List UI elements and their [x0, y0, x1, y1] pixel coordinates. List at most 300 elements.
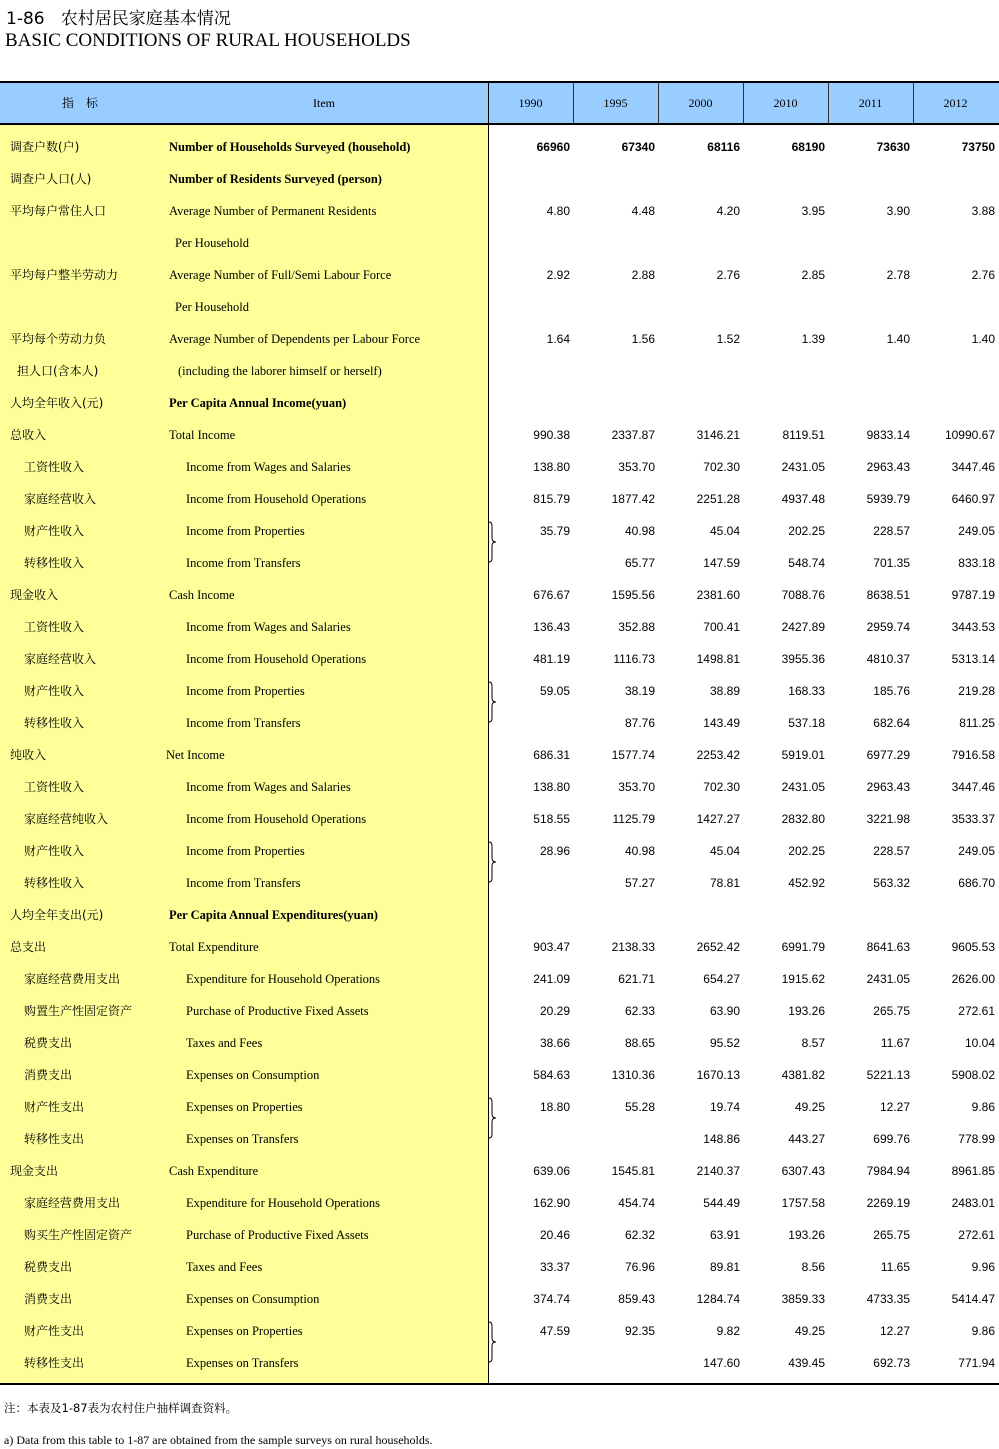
- cell-value: 8638.51: [866, 588, 910, 602]
- row-label-en: Cash Income: [169, 588, 235, 602]
- cell-value: [830, 163, 910, 195]
- cell-value: 249.05: [958, 844, 995, 858]
- header-column-divider: [573, 83, 574, 123]
- cell-value: 8641.63: [866, 940, 910, 954]
- cell-value: 2253.42: [696, 748, 740, 762]
- row-label-cn: 平均每个劳动力负: [10, 332, 107, 346]
- table-row: [0, 1251, 999, 1283]
- table-row: [0, 1187, 999, 1219]
- row-label-en: Income from Transfers: [186, 556, 301, 570]
- cell-value: 20.46: [539, 1228, 570, 1242]
- row-label-cn: 平均每户整半劳动力: [10, 268, 119, 282]
- cell-value: [490, 867, 570, 899]
- cell-value: 2963.43: [866, 460, 910, 474]
- cell-value: 193.26: [788, 1228, 825, 1242]
- cell-value: 990.38: [533, 428, 570, 442]
- cell-value: 9833.14: [866, 428, 910, 442]
- row-label-cn: 调查户人口(人): [10, 172, 92, 186]
- row-label-cn: 转移性支出: [24, 1132, 85, 1146]
- row-label-en: Income from Transfers: [186, 876, 301, 890]
- cell-value: 272.61: [958, 1004, 995, 1018]
- cell-value: 7088.76: [781, 588, 825, 602]
- row-label-en: Expenses on Consumption: [186, 1292, 320, 1306]
- cell-value: 8.56: [801, 1260, 825, 1274]
- cell-value: 63.90: [709, 1004, 740, 1018]
- row-label-en: Income from Properties: [186, 524, 305, 538]
- row-label-cn: 财产性收入: [24, 524, 85, 538]
- cell-value: 5313.14: [951, 652, 995, 666]
- cell-value: [660, 291, 740, 323]
- cell-value: [575, 1123, 655, 1155]
- row-label-en: Income from Wages and Salaries: [186, 780, 351, 794]
- table-row: [0, 995, 999, 1027]
- cell-value: 544.49: [703, 1196, 740, 1210]
- cell-value: 38.66: [539, 1036, 570, 1050]
- row-label-en: Expenditure for Household Operations: [186, 972, 381, 986]
- cell-value: 676.67: [533, 588, 570, 602]
- row-label-en: Income from Properties: [186, 684, 305, 698]
- brace-icon: [488, 841, 498, 883]
- table-row: [0, 1283, 999, 1315]
- row-label-cn: 人均全年支出(元): [10, 908, 104, 922]
- table-row: [0, 1315, 999, 1347]
- cell-value: 699.76: [873, 1132, 910, 1146]
- cell-value: 92.35: [624, 1324, 655, 1338]
- cell-value: 55.28: [624, 1100, 655, 1114]
- header-year-1: 1995: [603, 96, 628, 110]
- cell-value: [915, 163, 995, 195]
- cell-value: 5908.02: [951, 1068, 995, 1082]
- cell-value: 353.70: [618, 460, 655, 474]
- cell-value: 2652.42: [696, 940, 740, 954]
- table-row: [0, 803, 999, 835]
- cell-value: 700.41: [703, 620, 740, 634]
- brace-icon: [488, 681, 498, 723]
- row-label-en: Expenses on Properties: [186, 1324, 303, 1338]
- header-indicator-cn: 指 标: [61, 96, 98, 110]
- cell-value: [830, 355, 910, 387]
- cell-value: 621.71: [618, 972, 655, 986]
- cell-value: 10.04: [964, 1036, 995, 1050]
- cell-value: 454.74: [618, 1196, 655, 1210]
- row-label-cn: 现金支出: [10, 1164, 59, 1178]
- row-label-cn: 担人口(含本人): [17, 364, 99, 378]
- cell-value: 87.76: [624, 716, 655, 730]
- cell-value: 88.65: [624, 1036, 655, 1050]
- table-row: [0, 163, 999, 195]
- row-label-cn: 人均全年收入(元): [10, 396, 104, 410]
- cell-value: 701.35: [873, 556, 910, 570]
- cell-value: 148.86: [703, 1132, 740, 1146]
- cell-value: 1427.27: [696, 812, 740, 826]
- header-year-0: 1990: [518, 96, 543, 110]
- cell-value: [490, 291, 570, 323]
- cell-value: 6977.29: [866, 748, 910, 762]
- cell-value: 2251.28: [696, 492, 740, 506]
- table-row: [0, 643, 999, 675]
- row-label-cn: 财产性收入: [24, 684, 85, 698]
- cell-value: 4810.37: [866, 652, 910, 666]
- cell-value: 1.39: [801, 332, 825, 346]
- cell-value: 4381.82: [781, 1068, 825, 1082]
- cell-value: 59.05: [539, 684, 570, 698]
- cell-value: 1116.73: [613, 652, 655, 666]
- cell-value: 12.27: [879, 1324, 910, 1338]
- cell-value: [575, 291, 655, 323]
- row-label-en: Average Number of Full/Semi Labour Force: [169, 268, 392, 282]
- cell-value: 8119.51: [782, 428, 825, 442]
- cell-value: [745, 387, 825, 419]
- cell-value: 147.60: [703, 1356, 740, 1370]
- cell-value: 89.81: [709, 1260, 740, 1274]
- cell-value: 2.76: [971, 268, 995, 282]
- table-row: [0, 1123, 999, 1155]
- row-label-en: Income from Household Operations: [186, 652, 367, 666]
- table-row: [0, 611, 999, 643]
- cell-value: 185.76: [873, 684, 910, 698]
- table-number: 1-86: [6, 9, 45, 29]
- cell-value: 33.37: [539, 1260, 570, 1274]
- row-label-cn: 购买生产性固定资产: [24, 1228, 133, 1242]
- row-label-en: Income from Wages and Salaries: [186, 620, 351, 634]
- row-label-cn: 调查户数(户): [10, 140, 80, 154]
- cell-value: 3447.46: [951, 780, 995, 794]
- cell-value: [490, 163, 570, 195]
- cell-value: 1.52: [716, 332, 740, 346]
- cell-value: 682.64: [873, 716, 910, 730]
- cell-value: [490, 899, 570, 931]
- cell-value: 2832.80: [781, 812, 825, 826]
- row-label-en: (including the laborer himself or herself): [178, 364, 382, 378]
- cell-value: 66960: [536, 140, 570, 154]
- table-row: [0, 419, 999, 451]
- cell-value: 265.75: [873, 1228, 910, 1242]
- cell-value: 2959.74: [866, 620, 910, 634]
- cell-value: 3146.21: [696, 428, 740, 442]
- cell-value: 2431.05: [781, 780, 825, 794]
- table-row: [0, 707, 999, 739]
- cell-value: 481.19: [533, 652, 570, 666]
- cell-value: [490, 387, 570, 419]
- row-label-en: Number of Households Surveyed (household): [169, 140, 411, 154]
- table-row: [0, 867, 999, 899]
- cell-value: 73750: [961, 140, 995, 154]
- cell-value: 1595.56: [611, 588, 655, 602]
- cell-value: 65.77: [624, 556, 655, 570]
- cell-value: 903.47: [533, 940, 570, 954]
- row-label-en: Expenses on Consumption: [186, 1068, 320, 1082]
- cell-value: 702.30: [703, 780, 740, 794]
- cell-value: [660, 387, 740, 419]
- cell-value: [660, 355, 740, 387]
- cell-value: [490, 355, 570, 387]
- cell-value: 353.70: [618, 780, 655, 794]
- cell-value: [745, 227, 825, 259]
- row-label-en: Per Household: [175, 236, 249, 250]
- cell-value: [915, 899, 995, 931]
- cell-value: [915, 387, 995, 419]
- cell-value: 859.43: [618, 1292, 655, 1306]
- cell-value: 563.32: [873, 876, 910, 890]
- cell-value: 2337.87: [611, 428, 655, 442]
- row-label-cn: 财产性支出: [24, 1324, 85, 1338]
- cell-value: 136.43: [533, 620, 570, 634]
- cell-value: 439.45: [788, 1356, 825, 1370]
- row-label-cn: 工资性收入: [24, 460, 85, 474]
- cell-value: 3.90: [886, 204, 910, 218]
- cell-value: [745, 163, 825, 195]
- row-label-cn: 购置生产性固定资产: [24, 1004, 133, 1018]
- cell-value: 1545.81: [611, 1164, 655, 1178]
- table-row: [0, 547, 999, 579]
- cell-value: 272.61: [958, 1228, 995, 1242]
- english-title: BASIC CONDITIONS OF RURAL HOUSEHOLDS: [5, 30, 411, 51]
- cell-value: 2140.37: [696, 1164, 740, 1178]
- table-row: [0, 1091, 999, 1123]
- cell-value: 28.96: [539, 844, 570, 858]
- row-label-cn: 转移性收入: [24, 716, 85, 730]
- cell-value: 138.80: [533, 460, 570, 474]
- table-row: [0, 323, 999, 355]
- row-label-en: Total Income: [169, 428, 236, 442]
- table-row: [0, 131, 999, 163]
- cell-value: 9.86: [971, 1324, 995, 1338]
- row-label-cn: 总收入: [10, 428, 47, 442]
- table-row: [0, 771, 999, 803]
- table-row: [0, 931, 999, 963]
- row-label-cn: 家庭经营纯收入: [24, 812, 109, 826]
- cell-value: 40.98: [624, 524, 655, 538]
- cell-value: [830, 899, 910, 931]
- row-label-cn: 平均每户常住人口: [10, 204, 107, 218]
- cell-value: 9.82: [716, 1324, 740, 1338]
- cell-value: [915, 227, 995, 259]
- row-label-en: Per Household: [175, 300, 249, 314]
- cell-value: 265.75: [873, 1004, 910, 1018]
- cell-value: 8961.85: [951, 1164, 995, 1178]
- cell-value: [490, 1123, 570, 1155]
- cell-value: 202.25: [788, 524, 825, 538]
- cell-value: 7916.58: [951, 748, 995, 762]
- cell-value: 9787.19: [951, 588, 995, 602]
- header-year-2: 2000: [688, 96, 713, 110]
- cell-value: 202.25: [788, 844, 825, 858]
- cell-value: 702.30: [703, 460, 740, 474]
- cell-value: 1284.74: [696, 1292, 740, 1306]
- cell-value: 2963.43: [866, 780, 910, 794]
- row-label-en: Average Number of Dependents per Labour Force: [169, 332, 421, 346]
- cell-value: 654.27: [703, 972, 740, 986]
- row-label-en: Expenses on Properties: [186, 1100, 303, 1114]
- cell-value: 241.09: [533, 972, 570, 986]
- cell-value: 162.90: [533, 1196, 570, 1210]
- table-row: [0, 227, 999, 259]
- cell-value: 3447.46: [951, 460, 995, 474]
- cell-value: 143.49: [703, 716, 740, 730]
- cell-value: 4.20: [716, 204, 740, 218]
- brace-icon: [488, 1321, 498, 1363]
- cell-value: 68116: [707, 140, 740, 154]
- cell-value: 147.59: [703, 556, 740, 570]
- table-row: [0, 451, 999, 483]
- cell-value: 3221.98: [866, 812, 910, 826]
- cell-value: 2269.19: [866, 1196, 910, 1210]
- table-row: [0, 1059, 999, 1091]
- table-row: [0, 1347, 999, 1379]
- bottom-rule: [0, 1383, 999, 1385]
- cell-value: 5919.01: [781, 748, 825, 762]
- cell-value: 57.27: [624, 876, 655, 890]
- row-label-en: Average Number of Permanent Residents: [169, 204, 377, 218]
- cell-value: [660, 163, 740, 195]
- cell-value: 2138.33: [611, 940, 655, 954]
- cell-value: 815.79: [533, 492, 570, 506]
- row-label-en: Per Capita Annual Expenditures(yuan): [169, 908, 378, 922]
- table-row: [0, 1027, 999, 1059]
- cell-value: 2.92: [546, 268, 570, 282]
- cell-value: 4733.35: [866, 1292, 910, 1306]
- cell-value: 1310.36: [611, 1068, 655, 1082]
- cell-value: 5414.47: [951, 1292, 995, 1306]
- cell-value: [830, 291, 910, 323]
- row-label-en: Income from Transfers: [186, 716, 301, 730]
- cell-value: 1577.74: [611, 748, 655, 762]
- cell-value: 686.70: [958, 876, 995, 890]
- table-row: [0, 1219, 999, 1251]
- table-row: [0, 579, 999, 611]
- cell-value: 3533.37: [951, 812, 995, 826]
- row-label-en: Income from Household Operations: [186, 812, 367, 826]
- cell-value: [490, 1347, 570, 1379]
- table-row: [0, 355, 999, 387]
- cell-value: 3.95: [801, 204, 825, 218]
- cell-value: 771.94: [958, 1356, 995, 1370]
- cell-value: 12.27: [879, 1100, 910, 1114]
- row-label-cn: 工资性收入: [24, 780, 85, 794]
- cell-value: 584.63: [533, 1068, 570, 1082]
- brace-icon: [488, 521, 498, 563]
- row-label-cn: 转移性支出: [24, 1356, 85, 1370]
- chinese-title: 农村居民家庭基本情况: [60, 9, 231, 29]
- header-year-5: 2012: [943, 96, 968, 110]
- cell-value: 518.55: [533, 812, 570, 826]
- cell-value: 68190: [791, 140, 825, 154]
- cell-value: 443.27: [788, 1132, 825, 1146]
- header-year-4: 2011: [858, 96, 883, 110]
- cell-value: 5939.79: [866, 492, 910, 506]
- cell-value: 1915.62: [781, 972, 825, 986]
- row-label-cn: 消费支出: [24, 1068, 73, 1082]
- row-label-cn: 工资性收入: [24, 620, 85, 634]
- cell-value: 9.96: [971, 1260, 995, 1274]
- cell-value: 692.73: [873, 1356, 910, 1370]
- cell-value: 686.31: [533, 748, 570, 762]
- row-label-en: Taxes and Fees: [186, 1260, 263, 1274]
- row-label-cn: 转移性收入: [24, 556, 85, 570]
- cell-value: 2.76: [716, 268, 740, 282]
- cell-value: 20.29: [539, 1004, 570, 1018]
- cell-value: [660, 227, 740, 259]
- cell-value: 3859.33: [781, 1292, 825, 1306]
- cell-value: [575, 899, 655, 931]
- cell-value: 833.18: [958, 556, 995, 570]
- row-label-en: Total Expenditure: [169, 940, 259, 954]
- cell-value: 2427.89: [781, 620, 825, 634]
- row-label-en: Purchase of Productive Fixed Assets: [186, 1004, 369, 1018]
- cell-value: 537.18: [788, 716, 825, 730]
- cell-value: 1670.13: [696, 1068, 740, 1082]
- cell-value: 7984.94: [866, 1164, 910, 1178]
- cell-value: 548.74: [788, 556, 825, 570]
- cell-value: 11.65: [880, 1260, 910, 1274]
- cell-value: 2626.00: [951, 972, 995, 986]
- cell-value: 10990.67: [944, 428, 995, 442]
- cell-value: 38.19: [624, 684, 655, 698]
- row-label-cn: 税费支出: [24, 1036, 73, 1050]
- cell-value: [830, 227, 910, 259]
- row-label-cn: 家庭经营费用支出: [24, 1196, 121, 1210]
- cell-value: 374.74: [533, 1292, 570, 1306]
- cell-value: 138.80: [533, 780, 570, 794]
- cell-value: 62.32: [624, 1228, 655, 1242]
- cell-value: 49.25: [794, 1324, 825, 1338]
- table-row: [0, 963, 999, 995]
- cell-value: 9.86: [971, 1100, 995, 1114]
- header-column-divider: [743, 83, 744, 123]
- cell-value: 35.79: [539, 524, 570, 538]
- header-rule: [0, 123, 999, 125]
- cell-value: 45.04: [709, 844, 740, 858]
- row-label-en: Income from Wages and Salaries: [186, 460, 351, 474]
- cell-value: 40.98: [624, 844, 655, 858]
- cell-value: 1757.58: [781, 1196, 825, 1210]
- row-label-en: Number of Residents Surveyed (person): [169, 172, 382, 186]
- table-row: [0, 195, 999, 227]
- row-label-cn: 消费支出: [24, 1292, 73, 1306]
- cell-value: 62.33: [624, 1004, 655, 1018]
- cell-value: 95.52: [709, 1036, 740, 1050]
- cell-value: 3955.36: [781, 652, 825, 666]
- row-label-en: Expenses on Transfers: [186, 1356, 299, 1370]
- cell-value: 78.81: [709, 876, 740, 890]
- cell-value: [575, 387, 655, 419]
- table-row: [0, 739, 999, 771]
- cell-value: 49.25: [794, 1100, 825, 1114]
- cell-value: 73630: [876, 140, 910, 154]
- table-row: [0, 291, 999, 323]
- cell-value: [745, 899, 825, 931]
- cell-value: 2.88: [631, 268, 655, 282]
- row-label-cn: 现金收入: [10, 588, 59, 602]
- cell-value: 2381.60: [696, 588, 740, 602]
- row-label-cn: 转移性收入: [24, 876, 85, 890]
- cell-value: 639.06: [533, 1164, 570, 1178]
- note-chinese: 注：本表及1-87表为农村住户抽样调查资料。: [4, 1401, 238, 1415]
- cell-value: 6991.79: [781, 940, 825, 954]
- cell-value: 2483.01: [951, 1196, 995, 1210]
- cell-value: 1877.42: [611, 492, 655, 506]
- cell-value: 352.88: [618, 620, 655, 634]
- cell-value: 1.64: [546, 332, 570, 346]
- cell-value: 8.57: [801, 1036, 825, 1050]
- cell-value: [490, 547, 570, 579]
- cell-value: 1125.79: [612, 812, 655, 826]
- cell-value: 76.96: [624, 1260, 655, 1274]
- row-label-en: Taxes and Fees: [186, 1036, 263, 1050]
- cell-value: 3.88: [971, 204, 995, 218]
- header-column-divider: [828, 83, 829, 123]
- cell-value: 18.80: [539, 1100, 570, 1114]
